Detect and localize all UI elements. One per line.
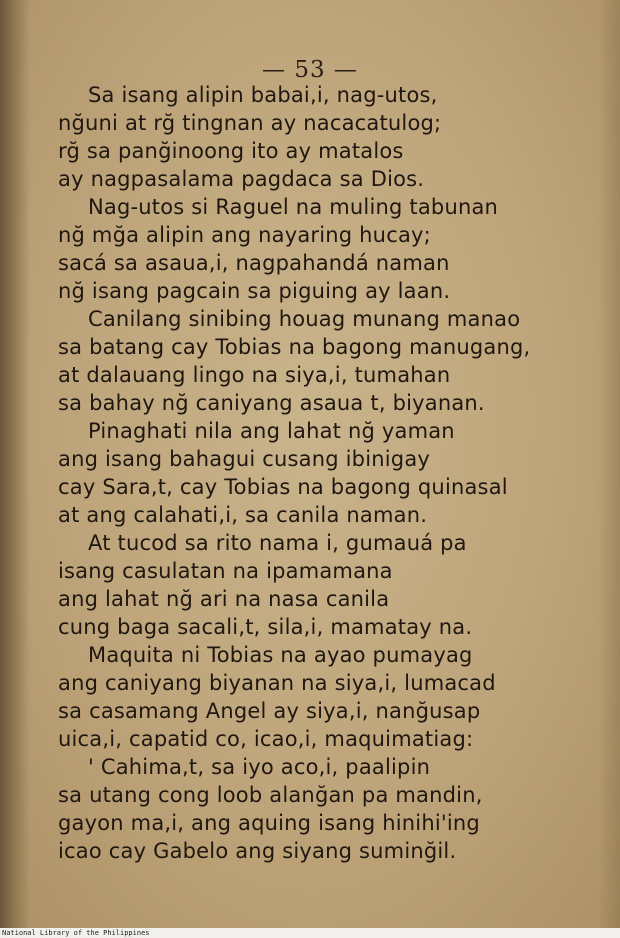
text-line: sa bahay nğ caniyang asaua t, biyanan. [58,391,485,415]
text-line: Maquita ni Tobias na ayao pumayag [88,643,473,667]
text-line: nğ isang pagcain sa piguing ay laan. [58,279,451,303]
page-number: — 53 — [262,57,358,83]
text-line: sa utang cong loob alanğan pa mandin, [58,783,483,807]
text-line: Pinaghati nila ang lahat nğ yaman [88,419,455,443]
text-line: ay nagpasalama pagdaca sa Dios. [58,167,425,191]
text-line: at ang calahati,i, sa canila naman. [58,503,428,527]
text-line: cay Sara,t, cay Tobias na bagong quinasal [58,475,508,499]
text-line: nğ mğa alipin ang nayaring hucay; [58,223,431,247]
text-line: gayon ma,i, ang aquing isang hinihi'ing [58,811,480,835]
text-line: At tucod sa rito nama i, gumauá pa [88,531,467,555]
text-line: Sa isang alipin babai,i, nag-utos, [88,83,438,107]
text-line: Canilang sinibing houag munang manao [88,307,521,331]
text-line: uica,i, capatid co, icao,i, maquimatiag: [58,727,474,751]
text-line: sa batang cay Tobias na bagong manugang, [58,335,531,359]
library-credit: National Library of the Philippines [2,929,150,937]
text-line: ' Cahima,t, sa iyo aco,i, paalipin [88,755,431,779]
text-line: nğuni at rğ tingnan ay nacacatulog; [58,111,442,135]
text-line: icao cay Gabelo ang siyang suminğil. [58,839,457,863]
text-line: ang lahat nğ ari na nasa canila [58,587,390,611]
text-line: rğ sa panğinoong ito ay matalos [58,139,404,163]
text-line: sacá sa asaua,i, nagpahandá naman [58,251,450,275]
text-line: isang casulatan na ipamamana [58,559,393,583]
text-line: Nag-utos si Raguel na muling tabunan [88,195,499,219]
text-line: sa casamang Angel ay siya,i, nanğusap [58,699,481,723]
text-line: at dalauang lingo na siya,i, tumahan [58,363,451,387]
text-line: ang isang bahagui cusang ibinigay [58,447,431,471]
text-line: ang caniyang biyanan na siya,i, lumacad [58,671,496,695]
text-line: cung baga sacali,t, sila,i, mamatay na. [58,615,473,639]
